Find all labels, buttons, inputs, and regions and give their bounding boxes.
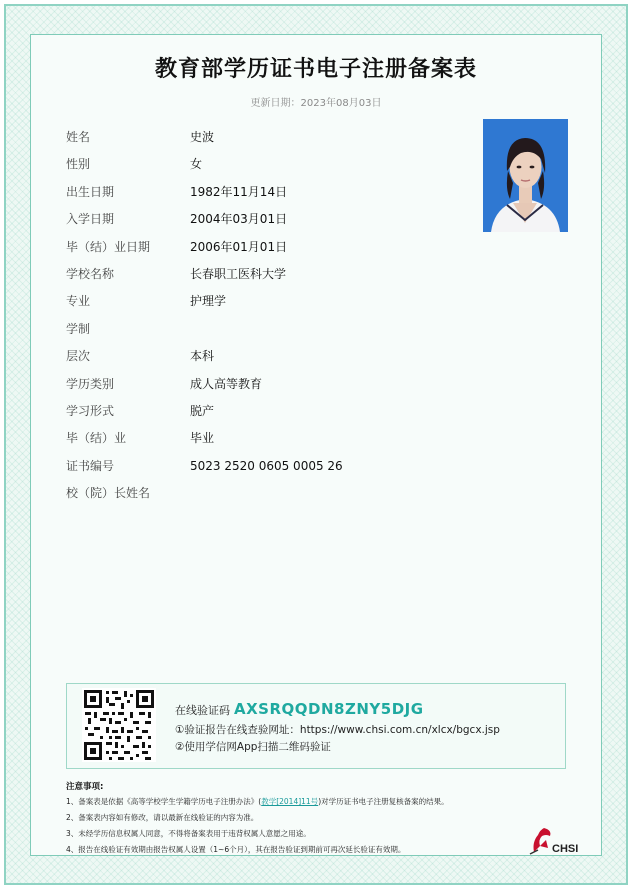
note-item: 4、报告在线验证有效期由报告权属人设置（1~6个月），其在报告验证到期前可再次延长验证有效期。 (66, 845, 406, 854)
field-label: 出生日期 (66, 184, 115, 199)
field-label: 证书编号 (66, 458, 115, 473)
field-label: 性别 (66, 157, 91, 172)
verification-code-line (175, 700, 424, 718)
field-value: 2004年03月01日 (190, 212, 288, 227)
field-value: 女 (190, 157, 203, 172)
verification-code: AXSRQQDN8ZNY5DJG (234, 700, 424, 718)
field-value: 脱产 (190, 403, 215, 418)
field-label: 专业 (66, 294, 91, 309)
document-title: 教育部学历证书电子注册备案表 (154, 57, 477, 82)
field-label: 学习形式 (66, 403, 115, 418)
note-item (66, 796, 449, 807)
field-label: 毕（结）业 (66, 431, 127, 446)
note-item: 3、未经学历信息权属人同意，不得将备案表用于违背权属人意愿之用途。 (66, 829, 311, 838)
field-label: 学历类别 (66, 376, 115, 391)
verification-url-instruction: ①验证报告在线查验网址：https://www.chsi.com.cn/xlcx/bgcx.jsp (175, 724, 500, 736)
verification-code-label: 在线验证码 (175, 704, 230, 717)
chsi-logo-text: CHSI (552, 843, 579, 855)
field-value: 成人高等教育 (190, 376, 263, 391)
regulation-link[interactable]: 教学[2014]11号 (261, 797, 319, 806)
note-item: 2、备案表内容如有修改，请以最新在线验证的内容为准。 (66, 813, 259, 822)
qr-code[interactable] (82, 688, 156, 762)
note-text: 1、备案表是依据《高等学校学生学籍学历电子注册办法》( (66, 797, 262, 806)
field-value: 本科 (190, 349, 215, 364)
field-value: 长春职工医科大学 (190, 266, 287, 281)
notes-title: 注意事项: (66, 782, 104, 792)
note-text: )对学历证书电子注册复核备案的结果。 (318, 797, 449, 806)
field-value: 护理学 (190, 294, 227, 309)
field-label: 校（院）长姓名 (66, 486, 151, 501)
updated-date: 更新日期：2023年08月03日 (250, 98, 382, 109)
field-value: 史波 (190, 130, 215, 144)
field-label: 入学日期 (66, 212, 115, 227)
field-label: 层次 (66, 349, 91, 364)
portrait-image (483, 119, 568, 232)
student-photo (483, 119, 568, 232)
field-label: 学校名称 (66, 266, 115, 281)
field-label: 学制 (66, 321, 91, 336)
field-label: 毕（结）业日期 (66, 239, 151, 254)
field-label: 姓名 (66, 130, 91, 144)
field-value: 毕业 (190, 431, 215, 446)
verification-app-instruction: ②使用学信网App扫描二维码验证 (175, 741, 331, 753)
field-value: 5023 2520 0605 0005 26 (190, 458, 343, 473)
qr-code-icon (82, 688, 156, 762)
field-value: 2006年01月01日 (190, 239, 288, 254)
field-value: 1982年11月14日 (190, 184, 288, 199)
